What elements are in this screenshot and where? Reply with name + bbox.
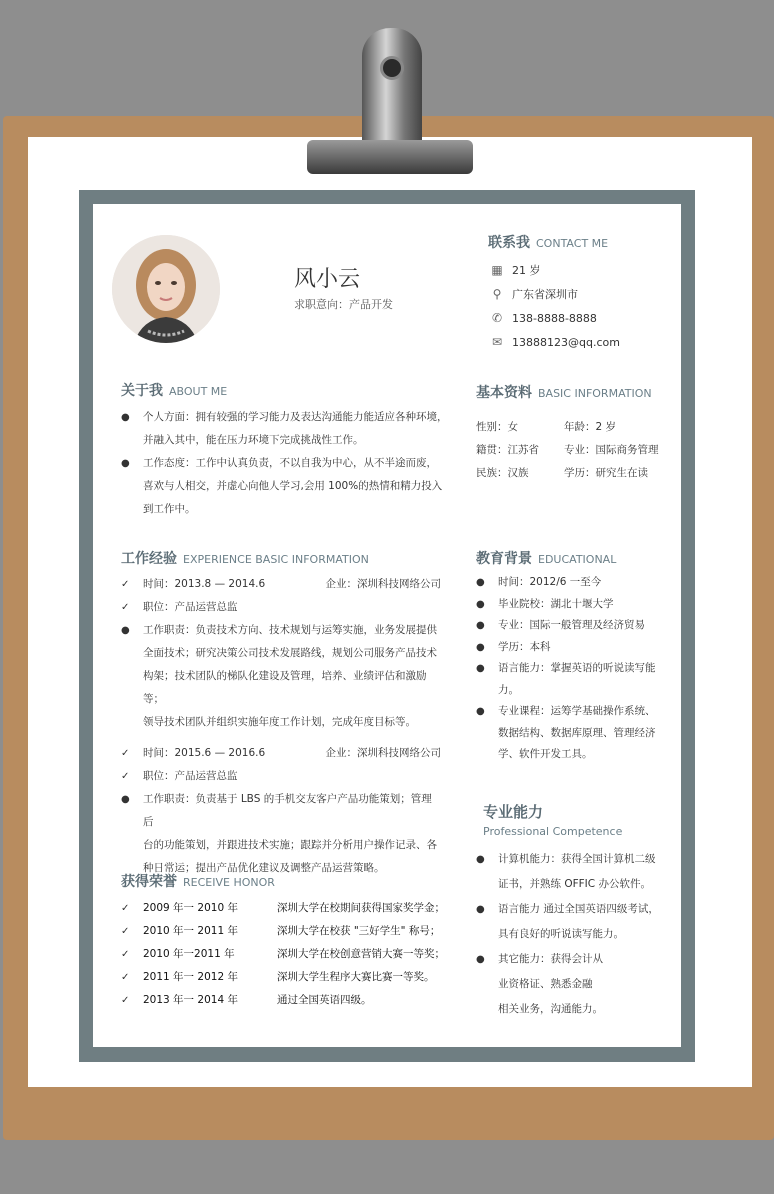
contact-location-text: 广东省深圳市 (512, 288, 578, 301)
honor-text: 深圳大学生程序大赛比赛一等奖。 (277, 971, 435, 983)
edu-line: 语言能力：掌握英语的听说读写能 (498, 662, 656, 674)
edu-line: 学历：本科 (498, 640, 551, 653)
skills-title-en: Professional Competence (483, 825, 623, 838)
contact-heading (488, 232, 678, 252)
contact-phone-text: 138-8888-8888 (512, 311, 597, 325)
binder-clip-base (307, 140, 473, 174)
age: 年龄：2 岁 (564, 421, 617, 433)
bullet-icon: ● (476, 706, 485, 717)
education-title-en: EDUCATIONAL (538, 553, 617, 566)
honor-text: 深圳大学在校获 "三好学生" 称号； (277, 925, 441, 937)
bullet-icon: ● (476, 904, 485, 915)
list-item (476, 897, 676, 947)
bullet-icon: ● (121, 794, 130, 805)
education-title-cn: 教育背景 (476, 551, 532, 567)
bullet-icon: ● (121, 625, 130, 636)
job-position: 职位：产品运营总监 (143, 601, 238, 613)
about-line: 并融入其中，能在压力环境下完成挑战性工作。 (143, 434, 364, 446)
bullet-icon: ● (121, 412, 130, 423)
education-heading (476, 548, 676, 568)
contact-section (488, 232, 678, 354)
duty-line: 领导技术团队并组织实施年度工作计划，完成年度目标等。 (143, 716, 416, 728)
job-company: 企业：深圳科技网络公司 (325, 578, 441, 590)
edu-line: 毕业院校：湖北十堰大学 (498, 597, 614, 610)
honor-year: 2010 年一2011 年 (143, 948, 235, 960)
check-icon: ✓ (121, 748, 130, 759)
contact-age-text: 21 岁 (512, 264, 541, 277)
check-icon: ✓ (121, 771, 130, 782)
honor-text: 深圳大学在校创意营销大赛一等奖； (277, 948, 445, 960)
job-position-row (121, 596, 441, 619)
job-duty (121, 788, 441, 880)
duty-line: 工作职责：负责基于 LBS 的手机交友客户产品功能策划；管理后 (143, 793, 432, 828)
contact-title-cn: 联系我 (488, 235, 530, 251)
hometown: 籍贯：江苏省 (476, 444, 539, 456)
portrait-icon (112, 235, 220, 343)
edu-line: 专业：国际一般管理及经济贸易 (498, 619, 645, 631)
contact-location (488, 282, 678, 306)
bullet-icon: ● (476, 598, 485, 610)
job-time-row (121, 742, 441, 765)
skill-line: 证书，并熟练 OFFIC 办公软件。 (498, 878, 651, 890)
edu-line: 时间：2012/6 一至今 (498, 576, 602, 588)
gender: 性别：女 (476, 421, 518, 433)
list-item (476, 947, 676, 1022)
honor-section (121, 871, 451, 1012)
location-icon: ⚲ (492, 287, 502, 301)
edu-line: 数据结构、数据库原理、管理经济 (498, 726, 656, 739)
about-title-en: ABOUT ME (169, 385, 228, 398)
job-intent: 求职意向：产品开发 (294, 298, 393, 311)
edu-line: 专业课程：运筹学基础操作系统、 (498, 705, 656, 717)
about-title-cn: 关于我 (121, 383, 163, 399)
list-item (476, 658, 676, 701)
bullet-icon: ● (121, 458, 130, 469)
basic-title-cn: 基本资料 (476, 385, 532, 401)
contact-title-en: CONTACT ME (536, 237, 609, 250)
list-item (476, 594, 676, 616)
about-heading (121, 380, 451, 400)
skill-line: 相关业务，沟通能力。 (498, 1003, 603, 1015)
check-icon: ✓ (121, 995, 130, 1006)
honor-row (121, 966, 451, 989)
honor-row (121, 920, 451, 943)
duty-line: 种日常运；提出产品优化建议及调整产品运营策略。 (143, 862, 385, 874)
honor-text: 通过全国英语四级。 (277, 994, 372, 1006)
avatar (112, 235, 220, 343)
duty-line: 全面技术；研究决策公司技术发展路线，规划公司服务产品技术 (143, 647, 437, 659)
skills-title-cn: 专业能力 (483, 803, 544, 821)
check-icon: ✓ (121, 972, 130, 983)
candidate-name: 风小云 (294, 267, 361, 292)
list-item (476, 615, 676, 637)
job-position-row (121, 765, 441, 788)
honor-heading (121, 871, 451, 891)
basic-info-grid (476, 416, 671, 485)
duty-line: 工作职责：负责技术方向、技术规划与运筹实施，业务发展提供 (143, 624, 437, 636)
edu-line: 学、软件开发工具。 (498, 748, 593, 760)
about-section (121, 380, 451, 521)
binder-clip-icon (362, 28, 422, 148)
list-item (476, 572, 676, 594)
honor-row (121, 943, 451, 966)
bullet-icon: ● (476, 663, 485, 674)
degree: 学历：研究生在读 (564, 467, 648, 479)
list-item (476, 637, 676, 659)
honor-row (121, 897, 451, 920)
experience-title-en: EXPERIENCE BASIC INFORMATION (183, 553, 369, 566)
list-item (121, 406, 451, 452)
experience-section (121, 548, 441, 880)
honor-title-cn: 获得荣誉 (121, 874, 177, 890)
duty-line: 台的功能策划，并跟进技术实施；跟踪并分析用户操作记录、各 (143, 839, 437, 851)
about-line: 到工作中。 (143, 503, 196, 515)
honor-year: 2009 年一 2010 年 (143, 902, 238, 914)
job-position: 职位：产品运营总监 (143, 770, 238, 782)
skill-line: 具有良好的听说读写能力。 (498, 928, 624, 940)
skills-section (476, 801, 676, 1022)
honor-year: 2011 年一 2012 年 (143, 971, 238, 983)
bullet-icon: ● (476, 641, 485, 653)
duty-line: 构架；技术团队的梯队化建设及管理，培养、业绩评估和激励等； (143, 670, 427, 705)
major: 专业：国际商务管理 (564, 444, 659, 456)
list-item (476, 701, 676, 766)
check-icon: ✓ (121, 602, 130, 613)
phone-icon: ✆ (491, 311, 503, 325)
job-time: 时间：2013.8 — 2014.6 (143, 578, 266, 590)
skill-line: 语言能力 通过全国英语四级考试， (498, 903, 659, 915)
clip-hole (380, 56, 404, 80)
job-duty (121, 619, 441, 734)
contact-email (488, 330, 678, 354)
about-line: 喜欢与人相交，并虚心向他人学习,会用 100%的热情和精力投入 (143, 480, 443, 492)
about-line: 工作态度：工作中认真负责，不以自我为中心，从不半途而废， (143, 457, 437, 469)
contact-phone (488, 306, 678, 330)
check-icon: ✓ (121, 949, 130, 960)
check-icon: ✓ (121, 926, 130, 937)
skill-line: 其它能力：获得会计从 (498, 953, 603, 965)
bullet-icon: ● (476, 954, 485, 965)
calendar-icon: ▦ (491, 263, 503, 277)
bullet-icon: ● (476, 620, 485, 631)
list-item (121, 452, 451, 521)
honor-title-en: RECEIVE HONOR (183, 876, 275, 889)
experience-title-cn: 工作经验 (121, 551, 177, 567)
honor-year: 2013 年一 2014 年 (143, 994, 238, 1006)
check-icon: ✓ (121, 903, 130, 914)
bullet-icon: ● (476, 854, 485, 865)
basic-info-section (476, 382, 671, 485)
list-item (476, 847, 676, 897)
job-company: 企业：深圳科技网络公司 (325, 747, 441, 759)
honor-year: 2010 年一 2011 年 (143, 925, 238, 937)
experience-heading (121, 548, 441, 568)
skill-line: 计算机能力：获得全国计算机二级 (498, 853, 656, 865)
check-icon: ✓ (121, 579, 130, 590)
honor-row (121, 989, 451, 1012)
honor-text: 深圳大学在校期间获得国家奖学金； (277, 902, 445, 914)
job-time: 时间：2015.6 — 2016.6 (143, 747, 266, 759)
basic-heading (476, 382, 671, 402)
contact-age (488, 258, 678, 282)
contact-email-text: 13888123@qq.com (512, 335, 620, 349)
job-time-row (121, 573, 441, 596)
bullet-icon: ● (476, 577, 485, 588)
about-line: 个人方面：拥有较强的学习能力及表达沟通能力能适应各种环境， (143, 411, 448, 423)
edu-line: 力。 (498, 683, 519, 696)
education-section (476, 548, 676, 766)
basic-title-en: BASIC INFORMATION (538, 387, 652, 400)
ethnicity: 民族：汉族 (476, 467, 529, 479)
mail-icon: ✉ (491, 335, 503, 349)
skill-line: 业资格证、熟悉金融 (498, 978, 593, 990)
